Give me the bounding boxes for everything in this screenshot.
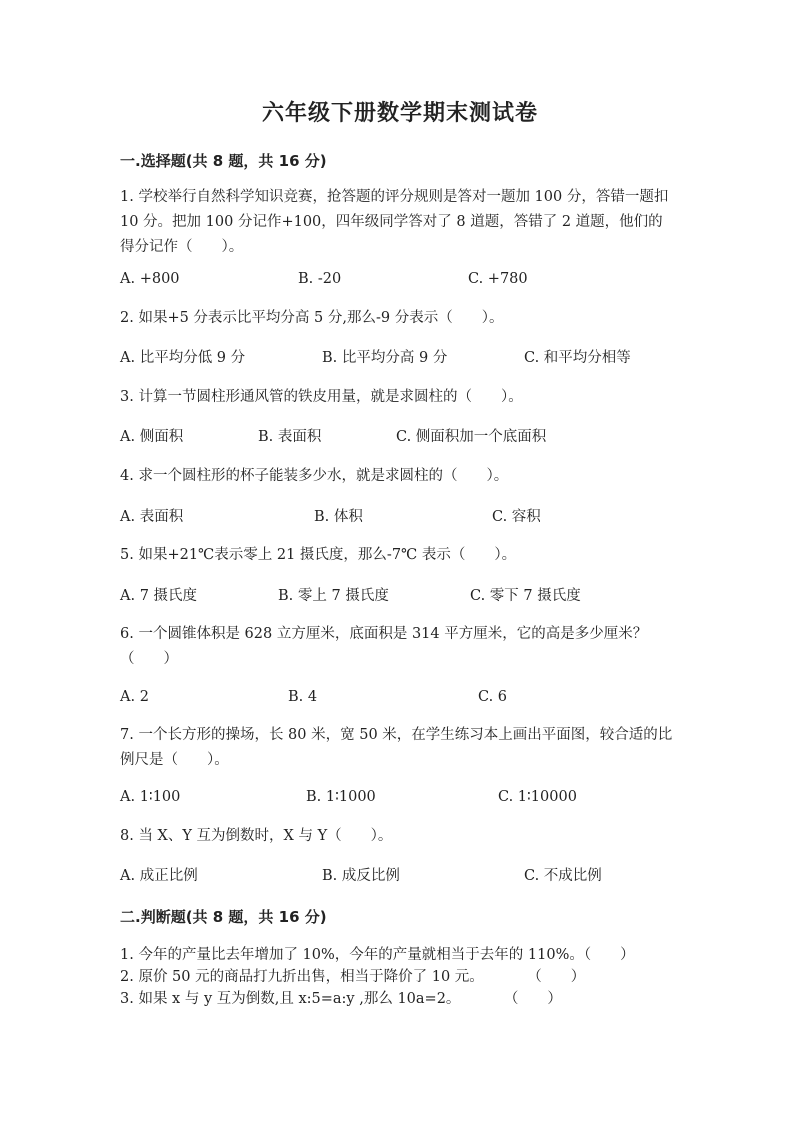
question-7: 7. 一个长方形的操场，长 80 米，宽 50 米，在学生练习本上画出平面图，较合适的比例尺是（ ）。 [120,727,673,768]
q3-option-a: A. 侧面积 [120,429,184,445]
question-8: 8. 当 X、Y 互为倒数时，X 与 Y（ ）。 [120,828,393,844]
question-6: 6. 一个圆锥体积是 628 立方厘米，底面积是 314 平方厘米，它的高是多少厘米？（ ） [120,626,648,667]
q6-option-c: C. 6 [478,689,508,705]
q5-option-a: A. 7 摄氏度 [120,588,198,604]
q8-option-b: B. 成反比例 [322,868,400,884]
q4-option-a: A. 表面积 [120,509,184,525]
q2-option-a: A. 比平均分低 9 分 [120,350,246,366]
q7-option-a: A. 1∶100 [120,789,181,805]
q6-option-b: B. 4 [288,689,318,705]
q2-option-b: B. 比平均分高 9 分 [322,350,448,366]
q5-option-b: B. 零上 7 摄氏度 [278,588,389,604]
q8-option-a: A. 成正比例 [120,868,198,884]
section-heading-choice: 一.选择题(共 8 题，共 16 分) [120,152,327,170]
question-5: 5. 如果+21℃表示零上 21 摄氏度，那么-7℃ 表示（ ）。 [120,547,517,563]
q6-option-a: A. 2 [120,689,149,705]
q4-option-b: B. 体积 [314,509,363,525]
q3-option-b: B. 表面积 [258,429,322,445]
q4-option-c: C. 容积 [492,509,541,525]
question-1: 1. 学校举行自然科学知识竞赛，抢答题的评分规则是答对一题加 100 分，答错一题扣 10 分。把加 100 分记作+100，四年级同学答对了 8 道题，答错了 2 道题，他们的得分记作（ ）。 [120,189,669,255]
judge-item-3: 3. 如果 x 与 y 互为倒数,且 x:5=a:y ,那么 10a=2。 （ ） [120,991,562,1007]
question-4: 4. 求一个圆柱形的杯子能装多少水，就是求圆柱的（ ）。 [120,468,509,484]
q5-option-c: C. 零下 7 摄氏度 [470,588,581,604]
q1-option-a: A. +800 [120,271,180,287]
question-3: 3. 计算一节圆柱形通风管的铁皮用量，就是求圆柱的（ ）。 [120,389,523,405]
judge-item-1: 1. 今年的产量比去年增加了 10%，今年的产量就相当于去年的 110%。（ ） [120,947,635,963]
q3-option-c: C. 侧面积加一个底面积 [396,429,547,445]
q2-option-c: C. 和平均分相等 [524,350,631,366]
q8-option-c: C. 不成比例 [524,868,602,884]
question-2: 2. 如果+5 分表示比平均分高 5 分,那么-9 分表示（ ）。 [120,310,504,326]
q7-option-b: B. 1∶1000 [306,789,376,805]
q1-option-c: C. +780 [468,271,528,287]
page-title: 六年级下册数学期末测试卷 [261,101,538,126]
q7-option-c: C. 1∶10000 [498,789,577,805]
section-heading-judge: 二.判断题(共 8 题，共 16 分) [120,908,327,926]
q1-option-b: B. -20 [298,271,342,287]
judge-item-2: 2. 原价 50 元的商品打九折出售，相当于降价了 10 元。 （ ） [120,969,586,985]
